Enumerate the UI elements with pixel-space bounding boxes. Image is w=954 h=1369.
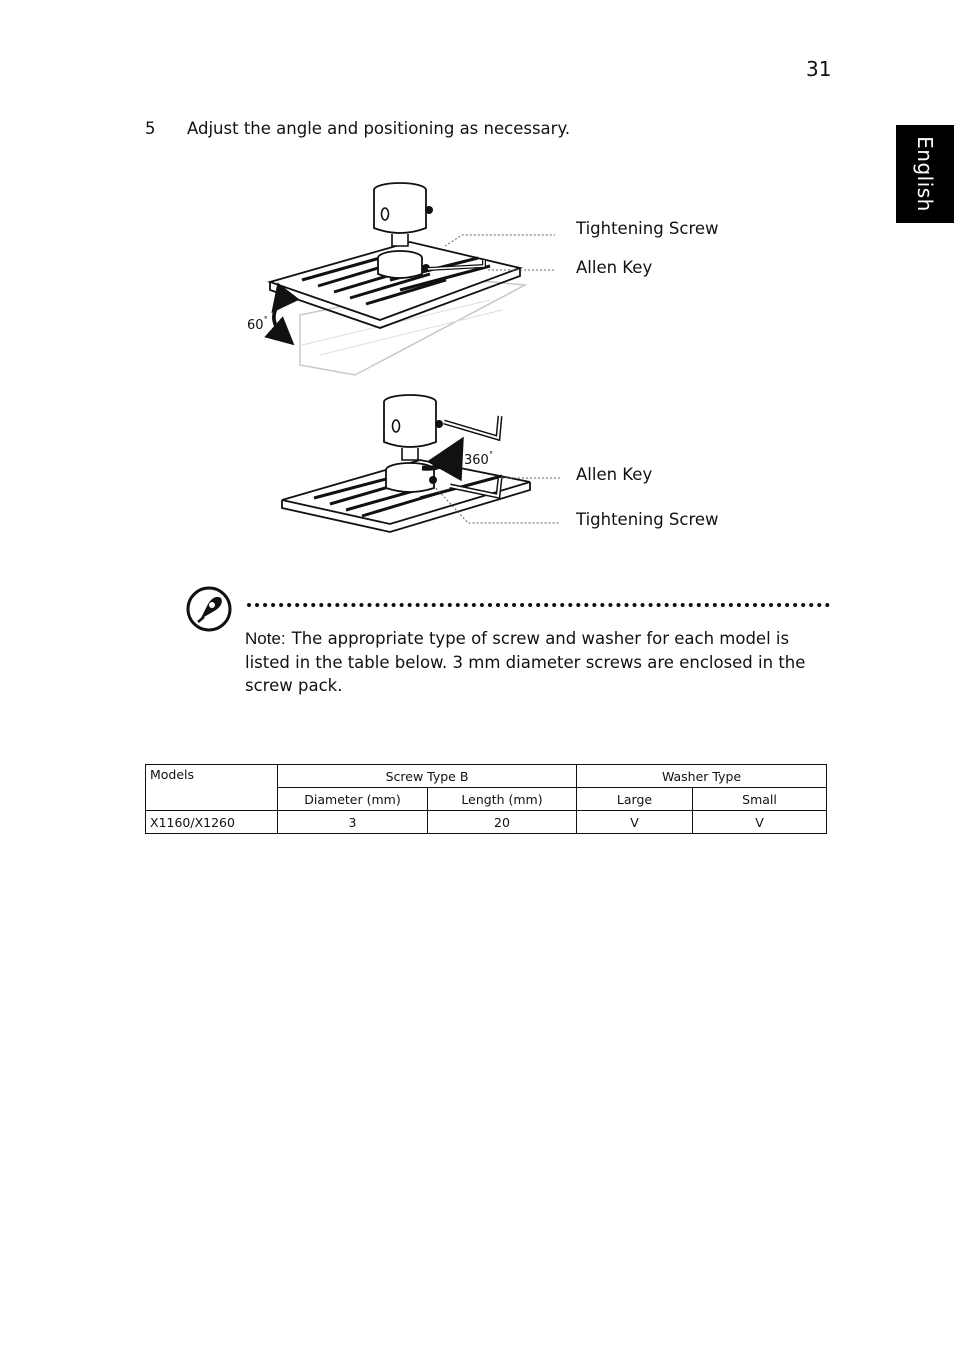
subheader-diameter: Diameter (mm) [278, 788, 428, 811]
ceiling-mount-illustration [240, 170, 820, 550]
callout-bottom-tightening-screw: Tightening Screw [576, 510, 719, 529]
note-pen-icon [186, 586, 232, 632]
note-body: The appropriate type of screw and washer for each model is listed in the table below. 3 mm diameter screws are enclosed in the screw pack. [245, 629, 806, 695]
subheader-length: Length (mm) [428, 788, 577, 811]
tilt-angle-value: 60 [247, 318, 264, 333]
note-divider [247, 603, 830, 607]
bottom-mount-drawing [282, 395, 530, 532]
header-washer-type: Washer Type [577, 765, 827, 788]
rotate-angle-value: 360 [464, 453, 489, 468]
callout-top-allen-key: Allen Key [576, 258, 653, 277]
rotate-angle-label [464, 451, 493, 468]
note-block [245, 627, 825, 698]
callout-bottom-allen-key: Allen Key [576, 465, 653, 484]
table-row [146, 811, 827, 834]
cell-model: X1160/X1260 [146, 811, 278, 834]
cell-length: 20 [428, 811, 577, 834]
subheader-small: Small [693, 788, 827, 811]
tilt-degree-symbol: ˚ [263, 317, 269, 327]
mount-adjustment-figure [240, 170, 820, 550]
rotate-degree-symbol: ˚ [488, 452, 494, 462]
table-header-row [146, 765, 827, 788]
note-label: Note: [245, 629, 286, 648]
language-tab [896, 125, 954, 223]
callout-top-tightening-screw: Tightening Screw [576, 219, 719, 238]
cell-large: V [577, 811, 693, 834]
tilt-angle-label [247, 316, 268, 333]
header-screw-type: Screw Type B [278, 765, 577, 788]
top-mount-drawing [270, 183, 525, 375]
language-tab-label: English [913, 136, 937, 212]
page-number: 31 [806, 57, 832, 81]
step-text: Adjust the angle and positioning as necessary. [187, 119, 571, 138]
header-models: Models [146, 765, 278, 811]
step-number: 5 [145, 119, 156, 138]
cell-diameter: 3 [278, 811, 428, 834]
cell-small: V [693, 811, 827, 834]
screw-spec-table [145, 764, 827, 834]
subheader-large: Large [577, 788, 693, 811]
